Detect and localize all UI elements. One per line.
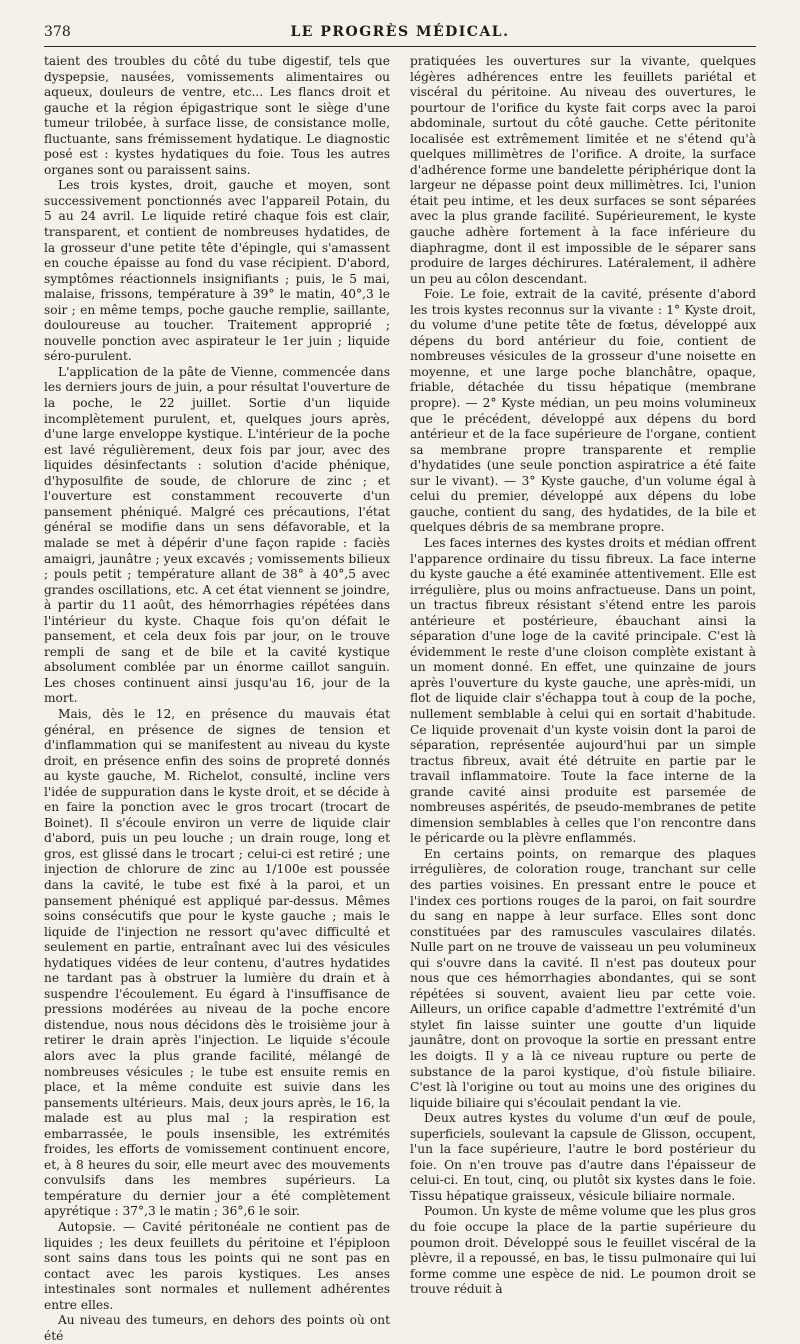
left-column [44,54,390,1343]
text-columns [44,54,756,1343]
paragraph: Au niveau des tumeurs, en dehors des points où ont été [44,1313,390,1343]
paragraph: Deux autres kystes du volume d'un œuf de poule, superficiels, soulevant la capsule de Glisson, occupent, l'un la face supérieure, l'autre le bord postérieur du foie. On n'en trouve pas d'autre dans l'épaisseur de celui-ci. En tout, cinq, ou plutôt six kystes dans le foie. Tissu hépatique graisseux, vésicule biliaire normale. [410,1111,756,1203]
paragraph: taient des troubles du côté du tube digestif, tels que dyspepsie, nausées, vomissements alimentaires ou aqueux, douleurs de ventre, etc... Les flancs droit et gauche et la région épigastrique sont le siège d'une tumeur trilobée, à surface lisse, de consistance molle, fluctuante, sans frémissement hydatique. Le diagnostic posé est : kystes hydatiques du foie. Tous les autres organes sont ou paraissent sains. [44,54,390,177]
page-header [44,22,756,47]
paragraph: Mais, dès le 12, en présence du mauvais état général, en présence de signes de tension et d'inflammation qui se manifestent au niveau du kyste droit, en présence enfin des soins de propreté donnés au kyste gauche, M. Richelot, consulté, incline vers l'idée de suppuration dans le kyste droit, et se décide à en faire la ponction avec le gros trocart (trocart de Boinet). Il s'écoule environ un verre de liquide clair d'abord, puis un peu louche ; un drain rouge, long et gros, est glissé dans le trocart ; celui-ci est retiré ; une injection de chlorure de zinc au 1/100e est poussée dans la cavité, le tube est fixé à la paroi, et un pansement phéniqué est appliqué par-dessus. Mêmes soins consécutifs que pour le kyste gauche ; mais le liquide de l'injection ne ressort qu'avec difficulté et seulement en partie, entraînant avec lui des vésicules hydatiques vidées de leur contenu, d'autres hydatides ne tardant pas à obstruer la lumière du drain et à suspendre l'écoulement. Eu égard à l'insuffisance de pressions modérées au niveau de la poche encore distendue, nous nous décidons dès le troisième jour à retirer le drain après l'injection. Le liquide s'écoule alors avec la plus grande facilité, mélangé de nombreuses vésicules ; le tube est ensuite remis en place, et la même conduite est suivie dans les pansements ultérieurs. Mais, deux jours après, le 16, la malade est au plus mal ; la respiration est embarrassée, le pouls insensible, les extrémités froides, les efforts de vomissement continuent encore, et, à 8 heures du soir, elle meurt avec des mouvements convulsifs dans les membres supérieurs. La température du dernier jour a été complètement apyrétique : 37°,3 le matin ; 36°,6 le soir. [44,706,390,1219]
paragraph: Les trois kystes, droit, gauche et moyen, sont successivement ponctionnés avec l'appareil Potain, du 5 au 24 avril. Le liquide retiré chaque fois est clair, transparent, et contient de nombreuses hydatides, de la grosseur d'une petite tête d'épingle, qui s'amassent en couche épaisse au fond du vase récipient. D'abord, symptômes réactionnels insignifiants ; puis, le 5 mai, malaise, frissons, température à 39° le matin, 40°,3 le soir ; en même temps, poche gauche remplie, saillante, douloureuse au toucher. Traitement approprié ; nouvelle ponction avec aspirateur le 1er juin ; liquide séro-purulent. [44,178,390,364]
right-column [410,54,756,1297]
running-title: LE PROGRÈS MÉDICAL. [290,24,510,40]
paragraph: L'application de la pâte de Vienne, commencée dans les derniers jours de juin, a pour résultat l'ouverture de la poche, le 22 juillet. Sortie d'un liquide incomplètement purulent, et, quelques jours après, d'une large enveloppe kystique. L'intérieur de la poche est lavé régulièrement, deux fois par jour, avec des liquides désinfectants : solution d'acide phénique, d'hyposulfite de soude, de chlorure de zinc ; et l'ouverture est constamment recouverte d'un pansement phéniqué. Malgré ces précautions, l'état général se modifie dans un sens défavorable, et la malade se met à dépérir d'une façon rapide : faciès amaigri, jaunâtre ; yeux excavés ; vomissements bilieux ; pouls petit ; température allant de 38° à 40°,5 avec grandes oscillations, etc. A cet état viennent se joindre, à partir du 11 août, des hémorrhagies répétées dans l'intérieur du kyste. Chaque fois qu'on défait le pansement, et cela deux fois par jour, on le trouve rempli de sang et de bile et la cavité kystique absolument comblée par un énorme caillot sanguin. Les choses continuent ainsi jusqu'au 16, jour de la mort. [44,364,390,706]
page-number: 378 [44,24,71,40]
paragraph: pratiquées les ouvertures sur la vivante, quelques légères adhérences entre les feuillets pariétal et viscéral du péritoine. Au niveau des ouvertures, le pourtour de l'orifice du kyste fait corps avec la paroi abdominale, surtout du côté gauche. Cette péritonite localisée est extrêmement limitée et ne s'étend qu'à quelques millimètres de l'orifice. A droite, la surface d'adhérence forme une bandelette périphérique dont la largeur ne dépasse point deux millimètres. Ici, l'union était peu intime, et les deux surfaces se sont séparées avec la plus grande facilité. Supérieurement, le kyste gauche adhère fortement à la face inférieure du diaphragme, dont il est impossible de le séparer sans produire de larges déchirures. Latéralement, il adhère un peu au côlon descendant. [410,54,756,286]
paragraph: En certains points, on remarque des plaques irrégulières, de coloration rouge, tranchant sur celle des parties voisines. En pressant entre le pouce et l'index ces portions rouges de la paroi, on fait sourdre du sang en nappe à leur surface. Elles sont donc constituées par des ramuscules vasculaires dilatés. Nulle part on ne trouve de vaisseau un peu volumineux qui s'ouvre dans la cavité. Il n'est pas douteux pour nous que ces hémorrhagies abondantes, qui se sont répétées si souvent, avaient lieu par cette voie. Ailleurs, un orifice capable d'admettre l'extrémité d'un stylet fin laisse suinter une goutte d'un liquide jaunâtre, dont on provoque la sortie en pressant entre les doigts. Il y a là ce niveau rupture ou perte de substance de la paroi kystique, d'où fistule biliaire. C'est là l'origine ou tout au moins une des origines du liquide biliaire qui s'écoulait pendant la vie. [410,846,756,1110]
paragraph: Les faces internes des kystes droits et médian offrent l'apparence ordinaire du tissu fibreux. La face interne du kyste gauche a été examinée attentivement. Elle est irrégulière, plus ou moins anfractueuse. Dans un point, un tractus fibreux résistant s'étend entre les parois antérieure et postérieure, ébauchant ainsi la séparation d'une loge de la cavité principale. C'est là évidemment le reste d'une cloison complète existant à un moment donné. En effet, une quinzaine de jours après l'ouverture du kyste gauche, une après-midi, un flot de liquide clair s'échappa tout à coup de la poche, nullement semblable à celui qui en sortait d'habitude. Ce liquide provenait d'un kyste voisin dont la paroi de séparation, représentée aujourd'hui par un simple tractus fibreux, avait été détruite en partie par le travail inflammatoire. Toute la face interne de la grande cavité ainsi produite est parsemée de nombreuses aspérités, de pseudo-membranes de petite dimension semblables à celles que l'on rencontre dans le péricarde ou la plèvre enflammés. [410,535,756,846]
paragraph: Autopsie. — Cavité péritonéale ne contient pas de liquides ; les deux feuillets du péritoine et l'épiploon sont sains dans tous les points qui ne sont pas en contact avec les parois kystiques. Les anses intestinales sont normales et nullement adhérentes entre elles. [44,1220,390,1312]
paragraph: Foie. Le foie, extrait de la cavité, présente d'abord les trois kystes reconnus sur la vivante : 1° Kyste droit, du volume d'une petite tête de fœtus, développé aux dépens du bord antérieur du foie, contient de nombreuses vésicules de la grosseur d'une noisette en moyenne, et une large poche blanchâtre, opaque, friable, détachée du tissu hépatique (membrane propre). — 2° Kyste médian, un peu moins volumineux que le précédent, développé aux dépens du bord antérieur et de la face supérieure de l'organe, contient sa membrane propre transparente et remplie d'hydatides (une seule ponction aspiratrice a été faite sur le vivant). — 3° Kyste gauche, d'un volume égal à celui du premier, développé aux dépens du lobe gauche, contient du sang, des hydatides, de la bile et quelques débris de sa membrane propre. [410,287,756,535]
paragraph: Poumon. Un kyste de même volume que les plus gros du foie occupe la place de la partie supérieure du poumon droit. Développé sous le feuillet viscéral de la plèvre, il a repoussé, en bas, le tissu pulmonaire qui lui forme comme une espèce de nid. Le poumon droit se trouve réduit à [410,1204,756,1297]
